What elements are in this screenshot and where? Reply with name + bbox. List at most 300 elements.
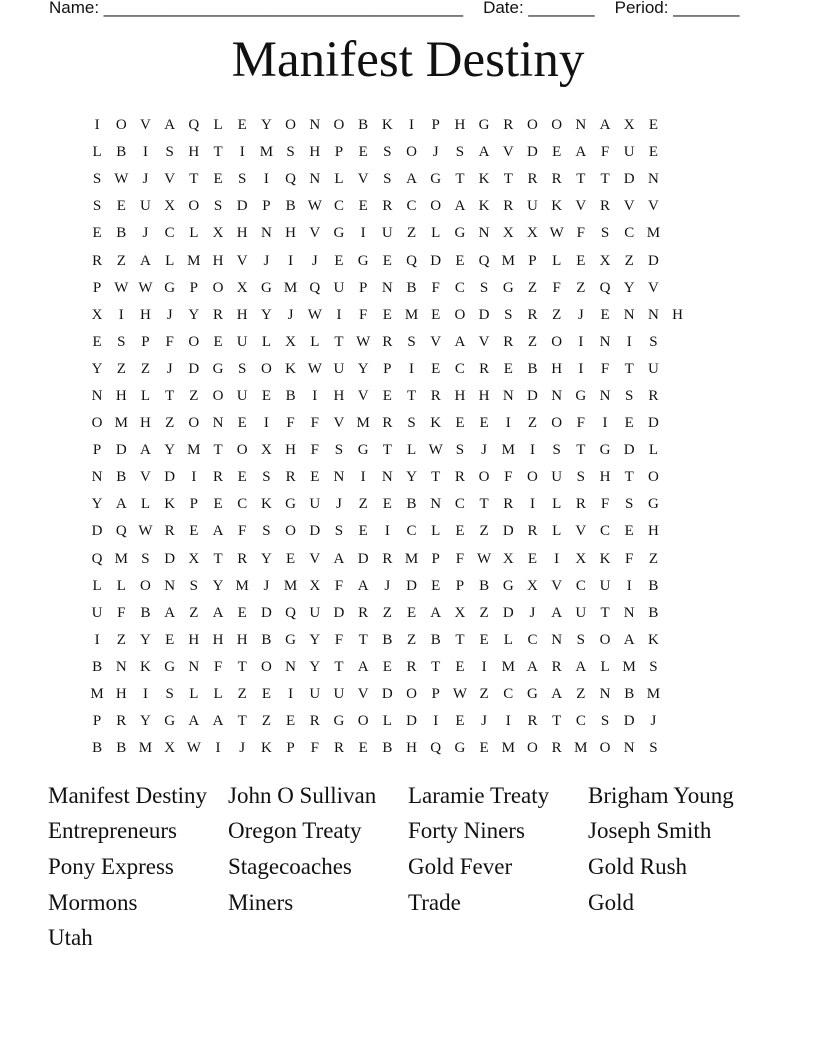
- grid-letter: L: [140, 387, 151, 404]
- grid-letter: N: [623, 740, 635, 757]
- grid-letter: O: [115, 117, 127, 134]
- grid-letter: S: [334, 442, 344, 459]
- grid-letter: C: [600, 523, 611, 540]
- grid-letter: P: [431, 550, 440, 567]
- word-bank-item: Gold Rush: [588, 853, 688, 879]
- word-bank-item: Trade: [408, 889, 461, 915]
- grid-letter: Q: [430, 740, 442, 757]
- grid-letter: K: [478, 198, 490, 215]
- grid-letter: Z: [382, 604, 392, 621]
- grid-letter: Z: [189, 604, 199, 621]
- grid-letter: O: [188, 333, 200, 350]
- grid-letter: U: [623, 144, 635, 161]
- grid-letter: J: [529, 604, 536, 621]
- grid-letter: M: [187, 252, 201, 269]
- grid-letter: V: [140, 117, 151, 134]
- grid-letter: Z: [237, 686, 247, 703]
- word-bank-item: Brigham Young: [588, 782, 734, 808]
- grid-letter: Z: [406, 631, 417, 648]
- grid-letter: G: [285, 631, 297, 648]
- grid-letter: F: [576, 225, 586, 242]
- grid-letter: I: [529, 442, 535, 459]
- grid-letter: T: [165, 387, 175, 404]
- grid-letter: Y: [91, 360, 103, 377]
- word-search-grid: [85, 112, 690, 762]
- grid-letter: F: [310, 415, 319, 432]
- grid-letter: E: [455, 713, 465, 730]
- grid-letter: S: [576, 631, 586, 648]
- grid-letter: I: [191, 469, 197, 486]
- grid-letter: C: [237, 496, 248, 513]
- grid-letter: S: [504, 306, 513, 323]
- grid-letter: Q: [285, 604, 297, 621]
- grid-letter: E: [552, 144, 562, 161]
- grid-letter: R: [213, 469, 224, 486]
- grid-letter: Q: [599, 279, 611, 296]
- grid-letter: S: [625, 387, 634, 404]
- word-bank-item: Mormons: [48, 889, 138, 915]
- grid-letter: A: [478, 144, 490, 161]
- grid-letter: T: [237, 713, 247, 730]
- grid-letter: O: [333, 117, 345, 134]
- grid-letter: I: [384, 523, 390, 540]
- grid-letter: F: [213, 658, 223, 675]
- grid-letter: T: [406, 387, 417, 404]
- grid-letter: P: [431, 117, 440, 134]
- grid-letter: R: [382, 333, 393, 350]
- grid-letter: T: [624, 469, 634, 486]
- grid-letter: S: [552, 442, 561, 459]
- grid-letter: L: [600, 658, 610, 675]
- word-bank-item: John O Sullivan: [228, 782, 377, 808]
- grid-letter: L: [165, 252, 175, 269]
- grid-letter: B: [648, 604, 659, 621]
- grid-letter: H: [212, 631, 224, 648]
- grid-letter: H: [115, 686, 127, 703]
- grid-letter: N: [599, 387, 611, 404]
- grid-letter: X: [188, 550, 200, 567]
- grid-letter: S: [92, 171, 102, 188]
- grid-letter: E: [237, 604, 247, 621]
- grid-letter: D: [333, 604, 345, 621]
- grid-letter: I: [336, 306, 342, 323]
- grid-letter: E: [92, 225, 102, 242]
- grid-letter: M: [501, 658, 515, 675]
- grid-letter: C: [454, 496, 465, 513]
- grid-letter: Z: [165, 415, 175, 432]
- grid-letter: Z: [479, 523, 489, 540]
- grid-letter: U: [140, 198, 151, 215]
- grid-letter: T: [431, 658, 441, 675]
- grid-row: [85, 247, 690, 274]
- grid-letter: J: [166, 360, 173, 377]
- grid-letter: H: [236, 225, 248, 242]
- grid-letter: G: [333, 225, 345, 242]
- grid-letter: Z: [527, 415, 538, 432]
- grid-letter: L: [92, 144, 102, 161]
- grid-letter: O: [188, 198, 200, 215]
- grid-letter: O: [212, 387, 224, 404]
- grid-letter: C: [503, 686, 514, 703]
- grid-letter: O: [406, 686, 417, 703]
- grid-letter: R: [551, 171, 562, 188]
- grid-letter: S: [600, 225, 610, 242]
- grid-letter: R: [92, 252, 103, 269]
- word-bank-item: Stagecoaches: [228, 853, 352, 879]
- grid-row: [85, 329, 690, 356]
- grid-letter: R: [237, 550, 248, 567]
- grid-letter: B: [648, 577, 659, 594]
- grid-letter: W: [138, 523, 153, 540]
- grid-letter: N: [188, 658, 200, 675]
- grid-letter: E: [479, 415, 489, 432]
- grid-letter: M: [646, 686, 661, 703]
- grid-letter: S: [262, 523, 271, 540]
- grid-letter: I: [312, 387, 318, 404]
- grid-row: [85, 139, 690, 166]
- grid-letter: H: [285, 442, 297, 459]
- grid-letter: B: [382, 740, 393, 757]
- grid-letter: V: [309, 550, 321, 567]
- grid-letter: F: [334, 631, 344, 648]
- grid-letter: B: [140, 604, 151, 621]
- grid-letter: D: [357, 550, 369, 567]
- grid-letter: I: [626, 333, 632, 350]
- grid-letter: J: [142, 171, 149, 188]
- grid-letter: G: [333, 713, 345, 730]
- word-bank-item: Oregon Treaty: [228, 818, 362, 844]
- grid-letter: Q: [285, 171, 297, 188]
- grid-letter: V: [623, 198, 635, 215]
- grid-letter: L: [431, 225, 441, 242]
- grid-letter: K: [478, 171, 490, 188]
- word-bank: [48, 778, 768, 956]
- grid-letter: E: [189, 523, 199, 540]
- grid-letter: Y: [260, 550, 272, 567]
- grid-letter: N: [285, 658, 297, 675]
- grid-letter: Z: [552, 306, 562, 323]
- grid-letter: T: [455, 171, 465, 188]
- grid-letter: G: [212, 360, 224, 377]
- grid-letter: G: [502, 577, 514, 594]
- grid-letter: S: [165, 686, 174, 703]
- grid-letter: H: [551, 360, 563, 377]
- grid-letter: F: [455, 550, 465, 567]
- grid-letter: X: [623, 117, 635, 134]
- grid-letter: C: [406, 198, 417, 215]
- grid-letter: Z: [624, 252, 634, 269]
- grid-letter: A: [212, 604, 224, 621]
- grid-letter: D: [188, 360, 200, 377]
- grid-letter: V: [575, 198, 587, 215]
- grid-letter: E: [503, 360, 513, 377]
- grid-letter: E: [237, 415, 247, 432]
- grid-letter: H: [647, 523, 659, 540]
- grid-letter: J: [287, 306, 294, 323]
- grid-letter: R: [454, 469, 465, 486]
- grid-letter: A: [527, 658, 538, 675]
- word-bank-item: Pony Express: [48, 853, 174, 879]
- grid-letter: A: [140, 252, 151, 269]
- grid-letter: G: [260, 279, 272, 296]
- grid-letter: F: [238, 523, 247, 540]
- grid-letter: E: [286, 713, 296, 730]
- grid-letter: C: [454, 360, 465, 377]
- grid-letter: F: [286, 415, 295, 432]
- grid-letter: M: [356, 415, 370, 432]
- grid-letter: W: [477, 550, 492, 567]
- grid-letter: S: [407, 415, 416, 432]
- grid-letter: U: [381, 225, 393, 242]
- word-bank-item: Gold Fever: [408, 853, 513, 879]
- grid-letter: E: [455, 658, 465, 675]
- grid-letter: T: [600, 171, 610, 188]
- grid-letter: O: [551, 333, 563, 350]
- grid-row: [85, 546, 690, 573]
- grid-letter: E: [479, 631, 489, 648]
- grid-letter: E: [406, 604, 417, 621]
- grid-letter: Q: [91, 550, 103, 567]
- grid-letter: R: [333, 740, 344, 757]
- grid-letter: D: [647, 415, 659, 432]
- grid-letter: R: [309, 713, 320, 730]
- grid-letter: K: [599, 550, 611, 567]
- grid-letter: U: [599, 577, 611, 594]
- grid-letter: L: [116, 577, 126, 594]
- grid-letter: D: [623, 171, 635, 188]
- grid-letter: A: [406, 171, 417, 188]
- grid-letter: S: [455, 144, 465, 161]
- grid-letter: G: [527, 686, 538, 703]
- grid-letter: E: [648, 144, 658, 161]
- grid-letter: F: [600, 144, 610, 161]
- grid-letter: K: [260, 496, 272, 513]
- grid-letter: N: [309, 171, 321, 188]
- grid-letter: T: [600, 604, 610, 621]
- grid-letter: Z: [140, 360, 151, 377]
- grid-letter: O: [91, 415, 103, 432]
- grid-letter: H: [140, 306, 151, 323]
- grid-letter: E: [382, 306, 392, 323]
- grid-letter: R: [358, 604, 369, 621]
- grid-letter: W: [549, 225, 564, 242]
- grid-letter: S: [286, 144, 295, 161]
- grid-letter: O: [285, 117, 297, 134]
- grid-letter: R: [503, 333, 514, 350]
- grid-letter: N: [381, 279, 393, 296]
- grid-letter: Y: [140, 631, 151, 648]
- grid-letter: E: [624, 523, 634, 540]
- grid-letter: A: [575, 658, 587, 675]
- grid-letter: F: [552, 279, 561, 296]
- name-field-label[interactable]: Name: ______________________________________: [49, 0, 464, 17]
- grid-letter: J: [239, 740, 246, 757]
- grid-letter: E: [382, 387, 392, 404]
- grid-letter: Y: [309, 658, 321, 675]
- grid-row: [85, 220, 690, 247]
- grid-letter: U: [551, 469, 563, 486]
- grid-letter: G: [454, 740, 466, 757]
- grid-letter: L: [92, 577, 102, 594]
- grid-letter: D: [623, 713, 635, 730]
- grid-letter: S: [649, 333, 658, 350]
- grid-letter: E: [261, 387, 271, 404]
- grid-letter: H: [188, 144, 200, 161]
- grid-letter: L: [334, 171, 344, 188]
- grid-letter: C: [527, 631, 538, 648]
- grid-letter: W: [428, 442, 443, 459]
- grid-letter: D: [623, 442, 635, 459]
- grid-letter: U: [236, 333, 248, 350]
- grid-letter: V: [430, 333, 442, 350]
- grid-letter: E: [648, 117, 658, 134]
- grid-letter: B: [479, 577, 490, 594]
- grid-letter: I: [578, 360, 584, 377]
- grid-letter: B: [261, 631, 272, 648]
- grid-letter: H: [672, 306, 684, 323]
- grid-letter: X: [285, 333, 297, 350]
- grid-letter: E: [382, 496, 392, 513]
- grid-letter: X: [575, 550, 587, 567]
- grid-letter: Z: [116, 252, 126, 269]
- grid-letter: S: [649, 658, 658, 675]
- grid-letter: D: [260, 604, 272, 621]
- grid-letter: G: [478, 117, 490, 134]
- grid-letter: B: [406, 496, 417, 513]
- grid-letter: X: [164, 740, 176, 757]
- grid-letter: V: [333, 415, 345, 432]
- grid-letter: D: [478, 306, 490, 323]
- grid-letter: T: [213, 550, 223, 567]
- grid-letter: E: [600, 306, 610, 323]
- grid-letter: E: [479, 740, 489, 757]
- grid-letter: A: [333, 550, 345, 567]
- word-bank-item: Manifest Destiny: [48, 782, 208, 808]
- grid-letter: Y: [91, 496, 103, 513]
- grid-letter: T: [358, 631, 368, 648]
- date-field-label[interactable]: Date: _______: [483, 0, 595, 17]
- grid-letter: B: [285, 387, 296, 404]
- grid-letter: I: [142, 144, 148, 161]
- grid-letter: S: [165, 144, 174, 161]
- grid-letter: G: [357, 252, 369, 269]
- grid-letter: M: [114, 550, 128, 567]
- grid-letter: Z: [479, 686, 489, 703]
- grid-letter: O: [647, 469, 659, 486]
- grid-letter: U: [309, 686, 321, 703]
- grid-letter: G: [164, 658, 176, 675]
- grid-letter: E: [213, 171, 223, 188]
- grid-letter: V: [357, 171, 369, 188]
- grid-letter: O: [478, 469, 490, 486]
- grid-letter: O: [260, 658, 272, 675]
- grid-letter: O: [260, 360, 272, 377]
- grid-letter: L: [431, 523, 441, 540]
- grid-letter: F: [117, 604, 126, 621]
- grid-row: [85, 491, 690, 518]
- grid-letter: R: [406, 658, 417, 675]
- grid-letter: P: [189, 496, 199, 513]
- grid-letter: O: [357, 713, 369, 730]
- grid-letter: N: [381, 469, 393, 486]
- grid-letter: R: [648, 387, 659, 404]
- grid-row: [85, 735, 690, 762]
- grid-letter: X: [309, 577, 321, 594]
- grid-letter: H: [333, 387, 345, 404]
- grid-letter: V: [357, 686, 369, 703]
- grid-letter: Y: [623, 279, 635, 296]
- grid-letter: W: [307, 198, 322, 215]
- grid-letter: Z: [479, 604, 489, 621]
- grid-letter: D: [381, 686, 393, 703]
- grid-letter: P: [141, 333, 150, 350]
- grid-letter: W: [356, 333, 371, 350]
- grid-letter: S: [262, 469, 271, 486]
- grid-letter: U: [333, 279, 345, 296]
- grid-letter: A: [115, 496, 127, 513]
- grid-letter: D: [527, 387, 538, 404]
- period-field-label[interactable]: Period: _______: [614, 0, 740, 17]
- grid-letter: R: [479, 360, 490, 377]
- grid-letter: E: [431, 577, 441, 594]
- grid-letter: D: [430, 252, 442, 269]
- grid-letter: Z: [358, 496, 368, 513]
- grid-letter: O: [236, 442, 248, 459]
- grid-letter: U: [647, 360, 659, 377]
- grid-letter: N: [91, 387, 103, 404]
- grid-letter: Y: [260, 117, 272, 134]
- grid-letter: S: [625, 496, 634, 513]
- grid-letter: N: [91, 469, 103, 486]
- grid-letter: I: [360, 225, 366, 242]
- grid-letter: P: [358, 279, 368, 296]
- grid-letter: P: [92, 279, 102, 296]
- grid-letter: P: [528, 252, 537, 269]
- grid-row: [85, 275, 690, 302]
- grid-letter: A: [551, 604, 563, 621]
- grid-letter: T: [455, 631, 465, 648]
- grid-letter: S: [238, 171, 247, 188]
- grid-letter: D: [164, 469, 176, 486]
- grid-letter: V: [502, 144, 514, 161]
- grid-letter: E: [455, 252, 465, 269]
- grid-letter: E: [455, 523, 465, 540]
- grid-letter: J: [336, 496, 342, 513]
- grid-letter: F: [358, 306, 368, 323]
- grid-letter: B: [624, 686, 635, 703]
- grid-letter: Z: [116, 631, 126, 648]
- grid-letter: I: [409, 117, 415, 134]
- grid-letter: E: [431, 360, 441, 377]
- grid-letter: I: [288, 686, 294, 703]
- grid-letter: R: [382, 550, 393, 567]
- grid-letter: O: [430, 198, 442, 215]
- grid-letter: H: [140, 415, 151, 432]
- grid-letter: H: [236, 631, 248, 648]
- grid-row: [85, 600, 690, 627]
- grid-letter: O: [212, 279, 224, 296]
- grid-letter: V: [478, 333, 490, 350]
- grid-letter: T: [431, 469, 441, 486]
- grid-letter: N: [164, 577, 176, 594]
- grid-letter: E: [261, 686, 271, 703]
- grid-letter: M: [259, 144, 274, 161]
- grid-letter: E: [92, 333, 102, 350]
- grid-letter: K: [260, 740, 272, 757]
- grid-letter: T: [334, 333, 344, 350]
- grid-letter: E: [165, 631, 175, 648]
- grid-letter: Q: [406, 252, 417, 269]
